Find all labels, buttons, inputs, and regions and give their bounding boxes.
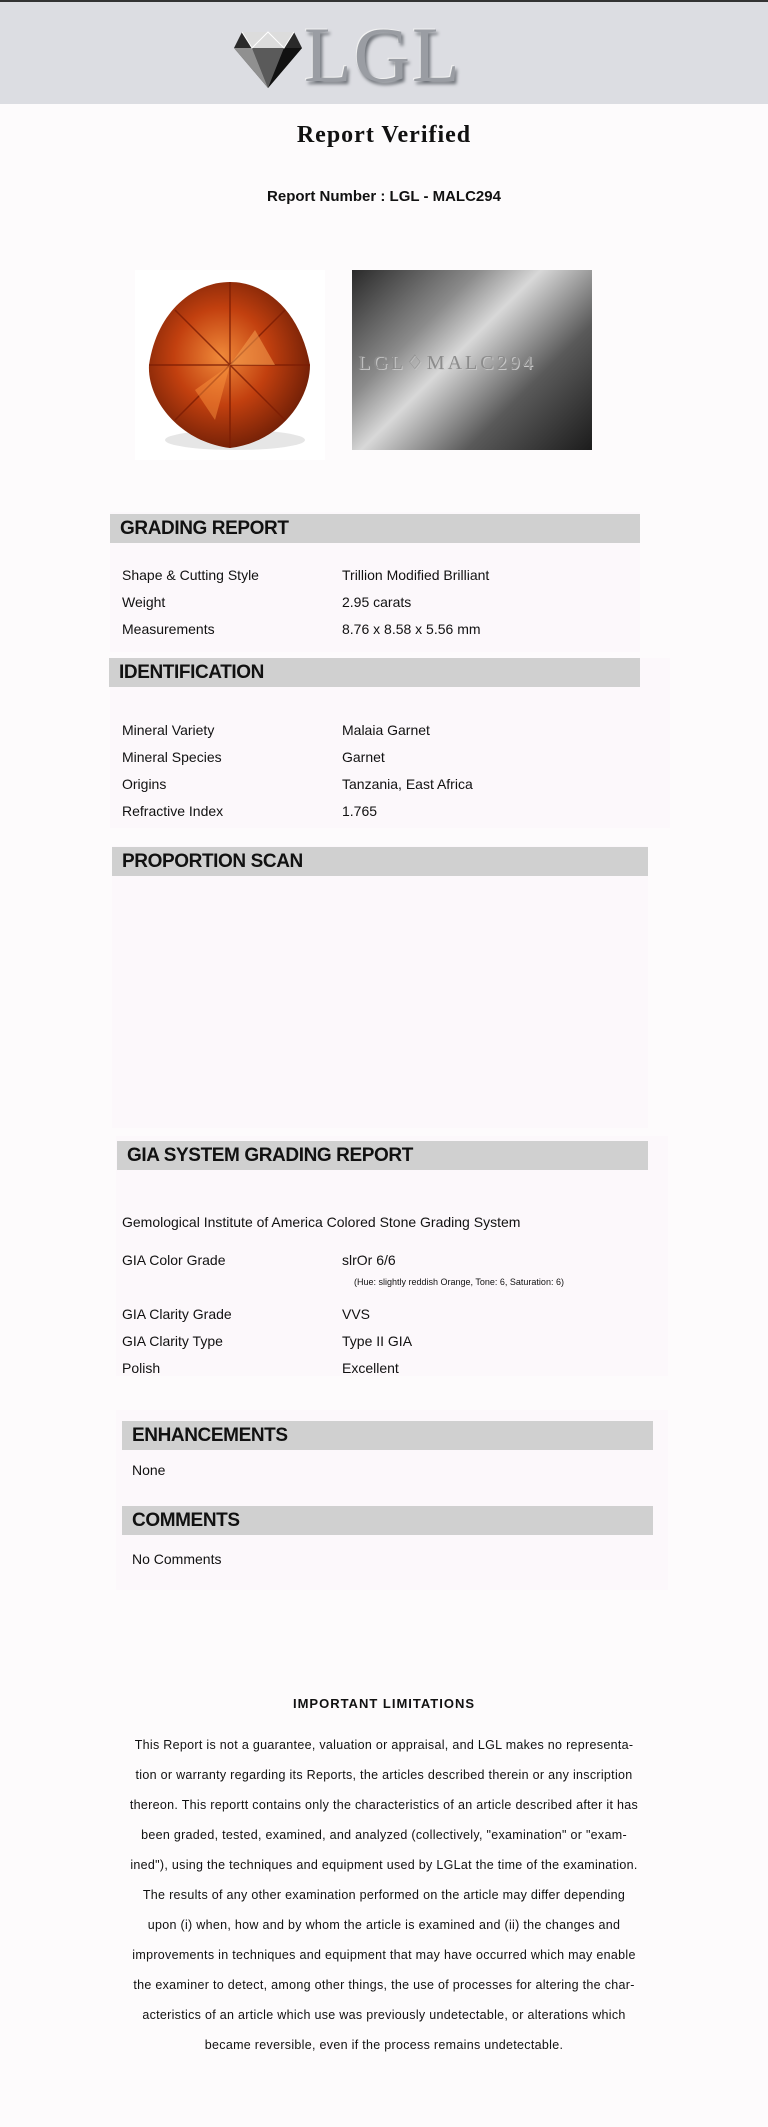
laser-inscription: LGL♢MALC294 [358,352,536,374]
identification-row-value: Garnet [342,749,385,765]
identification-row-label: Mineral Variety [122,722,215,738]
proportion-scan-heading: PROPORTION SCAN [112,847,648,876]
inscription-photo [352,270,592,450]
report-number: Report Number : LGL - MALC294 [267,188,501,205]
lgl-logo [232,11,492,98]
gia-system-text: Gemological Institute of America Colored Stone Grading System [122,1214,521,1230]
grading-row-value: 2.95 carats [342,594,412,610]
diamond-icon [232,28,304,92]
identification-row-label: Origins [122,776,167,792]
gia-polish-label: Polish [122,1360,161,1376]
gia-clarity-grade-label: GIA Clarity Grade [122,1306,232,1322]
proportion-scan-panel [112,846,648,1128]
grading-row-label: Measurements [122,621,215,637]
identification-heading: IDENTIFICATION [109,658,640,687]
page-title: Report Verified [296,122,472,148]
limitations-line: thereon. This reportt contains only the characteristics of an article described after it has [129,1798,639,1812]
identification-row-value: Malaia Garnet [342,722,430,738]
identification-row-label: Mineral Species [122,749,222,765]
limitations-line: acteristics of an article which use was previously undetectable, or alterations which [142,2008,626,2022]
limitations-line: This Report is not a guarantee, valuation or appraisal, and LGL makes no representa- [134,1738,634,1752]
header-banner [0,2,768,104]
gia-clarity-grade-value: VVS [342,1306,371,1322]
grading-row-label: Weight [122,594,166,610]
identification-row-value: Tanzania, East Africa [342,776,473,792]
identification-row-label: Refractive Index [122,803,224,819]
comments-text: No Comments [132,1551,222,1567]
grading-report-heading: GRADING REPORT [110,514,640,543]
grading-row-label: Shape & Cutting Style [122,567,259,583]
limitations-line: been graded, tested, examined, and analyzed (collectively, "examination" or "exam- [141,1828,627,1842]
gia-color-note: (Hue: slightly reddish Orange, Tone: 6, Saturation: 6) [354,1277,564,1287]
grading-row-value: Trillion Modified Brilliant [342,567,490,583]
enhancements-text: None [132,1462,166,1478]
limitations-body [114,1730,654,2060]
gia-clarity-type-label: GIA Clarity Type [122,1333,223,1349]
gia-heading: GIA SYSTEM GRADING REPORT [117,1141,648,1170]
limitations-line: became reversible, even if the process remains undetectable. [204,2038,564,2052]
limitations-line: tion or warranty regarding its Reports, the articles described therein or any inscription [135,1768,633,1782]
limitations-line: improvements in techniques and equipment that may have occurred which may enable [132,1948,636,1962]
gemstone-photo [135,270,325,460]
identification-row-value: 1.765 [342,803,378,819]
logo-wordmark: LGL [304,11,462,98]
gia-polish-value: Excellent [342,1360,399,1376]
enhancements-heading: ENHANCEMENTS [122,1421,653,1450]
limitations-heading: IMPORTANT LIMITATIONS [292,1696,476,1711]
limitations-line: the examiner to detect, among other things, the use of processes for altering the char- [133,1978,635,1992]
limitations-line: upon (i) when, how and by whom the article is examined and (ii) the changes and [147,1918,621,1932]
gia-color-value: slrOr 6/6 [342,1252,396,1268]
limitations-line: ined"), using the techniques and equipment used by LGLat the time of the examination. [130,1858,638,1872]
gia-color-label: GIA Color Grade [122,1252,226,1268]
gia-clarity-type-value: Type II GIA [342,1333,413,1349]
comments-heading: COMMENTS [122,1506,653,1535]
limitations-line: The results of any other examination performed on the article may differ depending [142,1888,626,1902]
grading-row-value: 8.76 x 8.58 x 5.56 mm [342,621,481,637]
